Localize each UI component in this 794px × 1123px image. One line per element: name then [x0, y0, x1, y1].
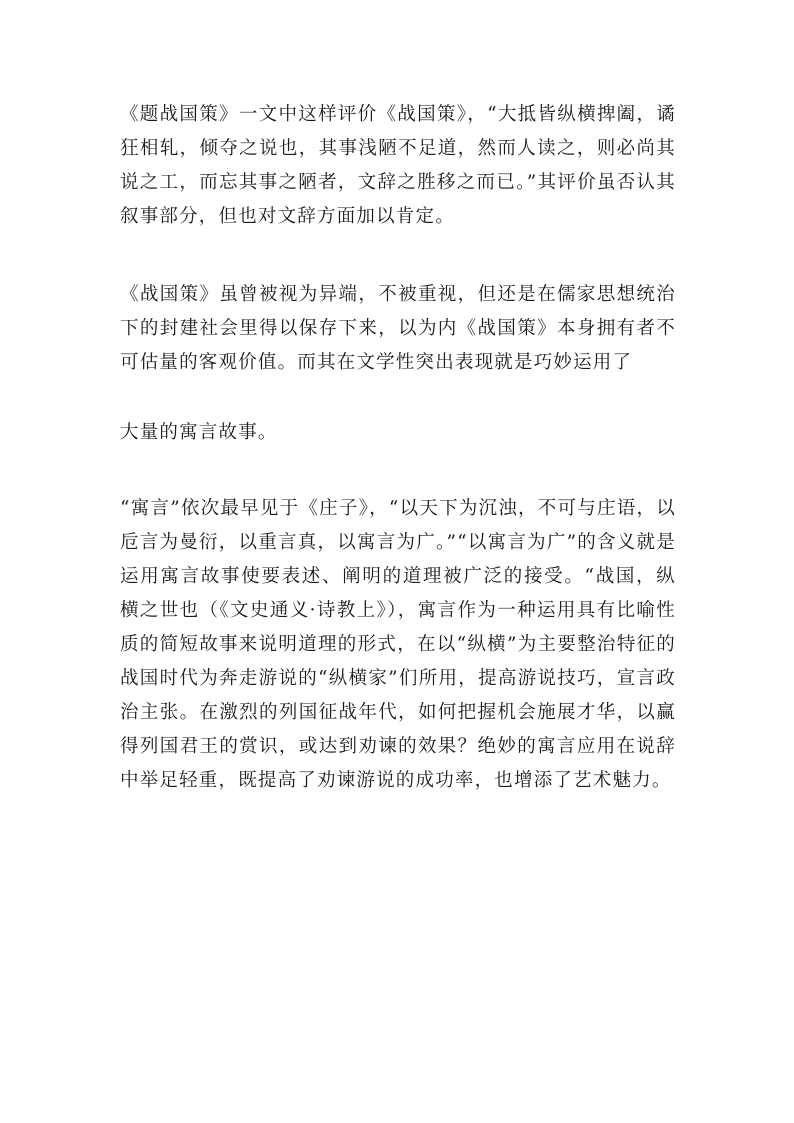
paragraph-3: 大量的寓言故事。 [120, 422, 278, 443]
paragraph-2: 《战国策》虽曾被视为异端，不被重视，但还是在儒家思想统治下的封建社会里得以保存下来，以为内《战国策》本身拥有者不可估量的客观价值。而其在文学性突出表现就是巧妙运用了 [120, 284, 676, 373]
document-page [120, 80, 676, 798]
paragraph-1: 《题战国策》一文中这样评价《战国策》，“大抵皆纵横捭阖，谲狂相轧，倾夺之说也，其事浅陋不足道，然而人读之，则必尚其说之工，而忘其事之陋者，文辞之胜移之而已。”其评价虽否认其叙事部分，但也对文辞方面加以肯定。 [120, 104, 676, 227]
paragraph-4: “寓言”依次最早见于《庄子》，“以天下为沉浊，不可与庄语，以卮言为曼衍，以重言真，以寓言为广。”“以寓言为广”的含义就是运用寓言故事使要表述、阐明的道理被广泛的接受。“战国，纵横之世也（《文史通义·诗教上》），寓言作为一种运用具有比喻性质的简短故事来说明道理的形式，在以“纵横”为主要整治特征的战国时代为奔走游说的“纵横家”们所用，提高游说技巧，宣言政治主张。在激烈的列国征战年代，如何把握机会施展才华，以赢得列国君王的赏识，或达到劝谏的效果？绝妙的寓言应用在说辞中举足轻重，既提高了劝谏游说的成功率，也增添了艺术魅力。 [120, 498, 676, 791]
